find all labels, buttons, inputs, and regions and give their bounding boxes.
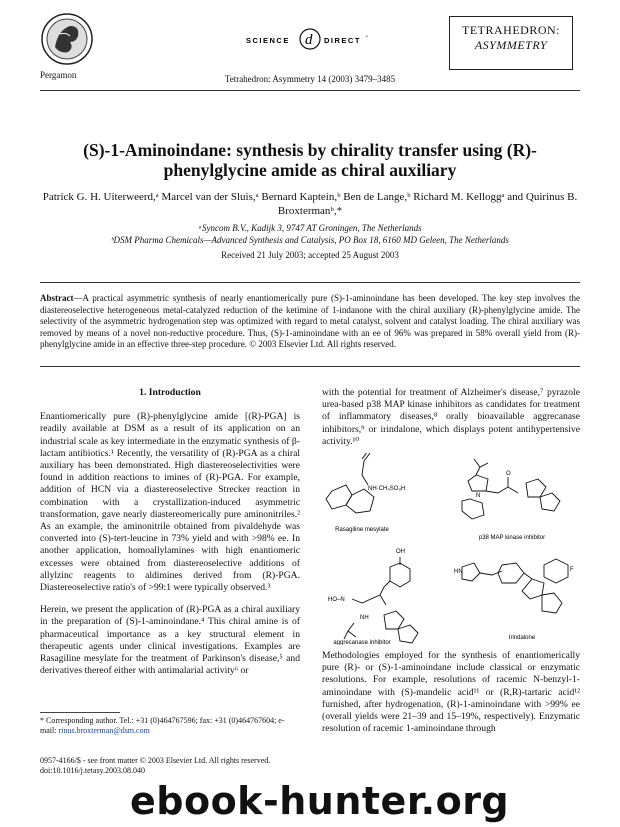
science-direct-logo — [246, 26, 372, 52]
intro-paragraph-2: Herein, we present the application of (R)-PGA as a chiral auxiliary in the preparation of (S)-1-aminoindane.⁴ This chiral amine is of pharmaceutical importance as a key structural element in therapeutic agents under clinical investigations. Examples are Rasagiline mesylate for the treatment of Parkinson's disease,⁵ and derivatives thereof either with antimalarial activity⁶ or — [40, 604, 300, 677]
right-column-bottom — [322, 650, 580, 745]
aggrecanase-inhibitor-structure — [344, 557, 418, 643]
pergamon-logo — [40, 12, 94, 68]
footnote-text: * Corresponding author. Tel.: +31 (0)464767596; fax: +31 (0)464767604; e-mail: — [40, 716, 285, 735]
irindalone-structure — [462, 559, 568, 613]
journal-reference: Tetrahedron: Asymmetry 14 (2003) 3479–3485 — [224, 74, 396, 84]
affiliation-a: ᵃSyncom B.V., Kadijk 3, 9747 AT Groningen, The Netherlands — [198, 223, 422, 233]
structures-figure — [322, 453, 580, 645]
atom-label-o: O — [506, 471, 511, 477]
abstract-bottom-divider — [40, 366, 580, 367]
right-paragraph-1: with the potential for treatment of Alzheimer's disease,⁷ pyrazole urea-based p38 MAP kinase inhibitors as candidates for treatment of inflammatory diseases,⁸ orally bioavailable aggrecanase inhibitors,⁹ or irindalone, which displays potent antihypertensive activity.¹⁰ — [322, 387, 580, 447]
abstract — [40, 293, 580, 351]
atom-label-oh: OH — [396, 549, 405, 555]
svg-text:•: • — [366, 35, 368, 40]
left-column — [40, 387, 300, 687]
p38-inhibitor-structure — [462, 459, 560, 519]
right-paragraph-2: Methodologies employed for the synthesis of enantiomerically pure (R)- or (S)-1-aminoindane include classical or enzymatic resolutions. For example, resolutions of racemic N-benzyl-1-aminoindane with (S)-mandelic acid¹¹ or (R,R)-tartaric acid¹² furnished, after hydrogenation, (R)-1-aminoindane with >99% ee (overall yields were 21–39 and 15–19%, respectively). Enzymatic resolution of racemic 1-aminoindane through — [322, 650, 580, 735]
doi-line: doi:10.1016/j.tetasy.2003.08.040 — [40, 766, 146, 775]
watermark: ebook-hunter.org — [130, 779, 510, 823]
intro-paragraph-1: Enantiomerically pure (R)-phenylglycine amide [(R)-PGA] is readily available at DSM as a result of its application on an industrial scale as key intermediate in the enzymatic synthesis of β-lactam antibiotics.¹ Recently, the versatility of (R)-PGA as a chiral auxiliary has been demonstrated. High diastereoselectivities were found in addition reactions to imines of (R)-PGA. For example, addition of HCN via a diastereoselective Strecker reaction in combination with a crystallization-induced asymmetric transformation, gave nearly diastereomerically pure aminonitriles.² As an example, the aminonitrile obtained from pivaldehyde was converted into (S)-tert-leucine in 73% yield and with >98% ee. In another application, homoallylamines with high enantiomeric excesses were obtained from diastereoselective additions of allylzinc reagents to aldimines derived from (R)-PGA. Diastereoselective ratio's of >99:1 were typically observed.³ — [40, 411, 300, 594]
article-title: (S)-1-Aminoindane: synthesis by chirality transfer using (R)-phenylglycine amide as chiral auxiliary — [83, 140, 537, 180]
abstract-label: Abstract — [40, 293, 74, 303]
right-column-top — [322, 387, 580, 458]
corresponding-author-footnote — [40, 716, 300, 736]
header-divider — [40, 90, 580, 91]
svg-text:DIRECT: DIRECT — [324, 36, 361, 45]
section-heading: 1. Introduction — [139, 387, 201, 398]
svg-text:SCIENCE: SCIENCE — [246, 36, 290, 45]
atom-label-hn: HN — [454, 569, 463, 575]
publisher-name: Pergamon — [40, 70, 77, 80]
rasagiline-structure — [326, 453, 374, 513]
journal-title-box — [449, 16, 573, 70]
label-aggrecanase: aggrecanase inhibitor — [333, 640, 391, 645]
author-email-link[interactable]: rinus.broxterman@dsm.com — [58, 726, 150, 735]
label-irindalone: Irindalone — [508, 635, 536, 641]
issn-line: 0957-4166/$ - see front matter © 2003 Elsevier Ltd. All rights reserved. — [40, 756, 271, 765]
journal-title-line1: TETRAHEDRON: — [462, 23, 560, 37]
atom-label-mesylate: NH·CH₃SO₃H — [368, 486, 406, 492]
abstract-top-divider — [40, 282, 580, 283]
affiliations — [40, 222, 580, 246]
affiliation-b: ᵇDSM Pharma Chemicals—Advanced Synthesis and Catalysis, PO Box 18, 6160 MD Geleen, The Netherlands — [111, 235, 509, 245]
issn-doi — [40, 756, 340, 776]
author-list: Patrick G. H. Uiterweerd,ᵃ Marcel van der Sluis,ᵃ Bernard Kaptein,ᵇ Ben de Lange,ᵇ Richard M. Kelloggᵃ and Quirinus B. Broxtermanᵇ,* — [42, 191, 578, 217]
footnote-divider — [40, 712, 120, 713]
atom-label-hono: HO–N — [328, 597, 345, 603]
atom-label-n: N — [476, 493, 481, 499]
atom-label-nh: NH — [360, 615, 369, 621]
atom-label-f: F — [570, 567, 574, 573]
label-p38: p38 MAP kinase inhibitor — [478, 535, 546, 541]
label-rasagiline: Rasagiline mesylate — [335, 527, 389, 533]
journal-title-line2: ASYMMETRY — [474, 38, 548, 52]
received-dates: Received 21 July 2003; accepted 25 August 2003 — [221, 250, 399, 260]
abstract-text: —A practical asymmetric synthesis of nearly enantiomerically pure (S)-1-aminoindane has been developed. The key step involves the diastereoselective heterogeneous metal-catalyzed reduction of the ketimine of 1-indanone with the chiral auxiliary (R)-phenylglycine amide. The selectivity of the asymmetric hydrogenation step was optimized with regard to metal catalyst, solvent and catalyst loading. The chiral auxiliary was removed by means of a novel non-reductive procedure. Thus, (S)-1-aminoindane with an ee of 96% was prepared in 58% overall yield from (R)-phenylglycine amide in an effective three-step procedure. © 2003 Elsevier Ltd. All rights reserved. — [40, 293, 580, 349]
svg-text:d: d — [305, 32, 313, 48]
